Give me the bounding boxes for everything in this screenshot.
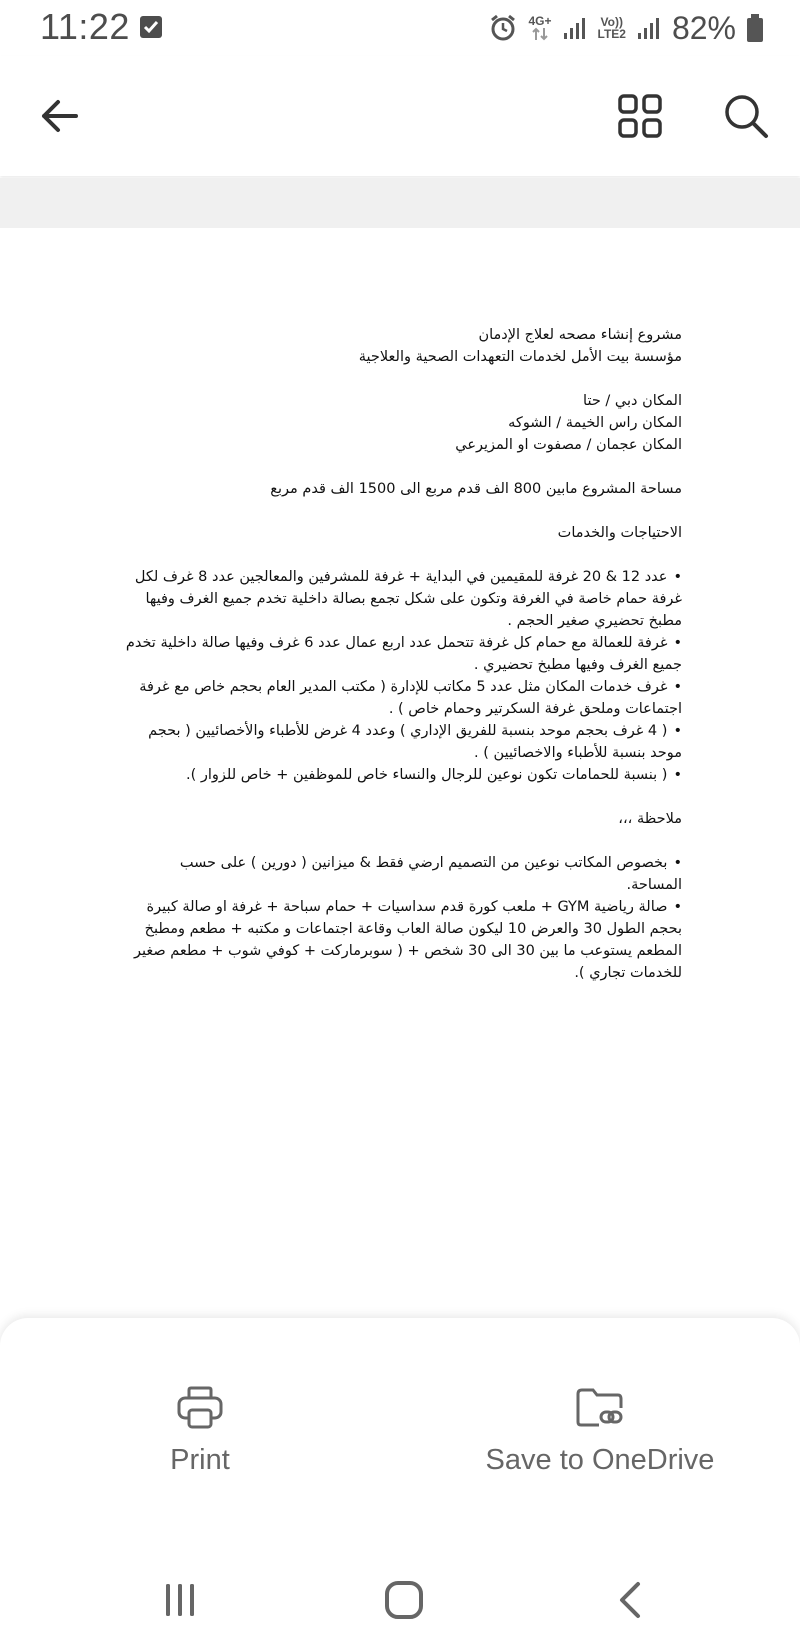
status-bar (0, 0, 800, 56)
lte2-label: LTE2 (597, 27, 626, 41)
bullet: • (673, 569, 682, 585)
network-4g-indicator (528, 15, 551, 41)
doc-title-line-2: مؤسسة بيت الأمل لخدمات التعهدات الصحية والعلاجية (358, 349, 682, 365)
recent-apps-icon (150, 1570, 210, 1630)
list-item (122, 566, 682, 632)
list-item (122, 764, 682, 786)
alarm-icon (488, 13, 518, 43)
list-item (122, 896, 682, 984)
list-item (122, 852, 682, 896)
list-item (122, 676, 682, 720)
print-button[interactable] (150, 1386, 250, 1477)
needs-item-4: ( 4 غرف بحجم موحد بنسبة للفريق الإداري ) وعدد 4 غرض للأطباء والأخصائيين ( بحجم موحد بنسبة للأطباء والاخصائيين ) . (148, 723, 682, 761)
list-item (122, 720, 682, 764)
checkbox-notification-icon (140, 16, 162, 38)
list-item (122, 632, 682, 676)
home-icon (374, 1570, 434, 1630)
print-label: Print (170, 1444, 230, 1476)
document-header-band (0, 178, 800, 228)
doc-location-3: المكان عجمان / مصفوت او المزيرعي (455, 437, 682, 453)
status-time: 11:22 (40, 6, 130, 47)
needs-item-1: عدد 12 & 20 غرفة للمقيمين في البداية + غرفة للمشرفين والمعالجين عدد 8 غرف لكل غرفة حمام خاصة في الغرفة وتكون على شكل تجمع بصالة داخلية تخدم جميع الغرف وفيها مطبخ تحضيري صغير الحجم . (134, 569, 682, 629)
search-icon (720, 90, 772, 142)
doc-needs-heading: الاحتياجات والخدمات (557, 525, 682, 541)
folder-link-icon (575, 1386, 625, 1430)
network-4g-label: 4G+ (528, 14, 552, 28)
app-bar (0, 56, 800, 176)
save-to-onedrive-label: Save to OneDrive (485, 1444, 715, 1476)
needs-item-3: غرف خدمات المكان مثل عدد 5 مكاتب للإدارة ( مكتب المدير العام بحجم خاص مع غرفة اجتماعات وملحق غرفة السكرتير وحمام خاص ) . (139, 679, 682, 717)
search-button[interactable] (720, 90, 772, 142)
doc-location-2: المكان راس الخيمة / الشوكه (508, 415, 682, 431)
document-page (0, 228, 800, 1318)
signal-strength-icon (562, 15, 588, 41)
doc-area: مساحة المشروع مابين 800 الف قدم مربع الى 1500 الف قدم مربع (270, 481, 682, 497)
doc-note-heading: ملاحظة ،،، (618, 811, 682, 827)
note-item-1: بخصوص المكاتب نوعين من التصميم ارضي فقط & ميزانين ( دورين ) على حسب المساحة. (179, 855, 682, 893)
doc-title-line-1: مشروع إنشاء مصحه لعلاج الإدمان (478, 327, 682, 343)
recent-apps-button[interactable] (150, 1570, 210, 1630)
document-content (122, 324, 682, 984)
bullet: • (673, 855, 682, 871)
grid-icon (614, 90, 666, 142)
bullet: • (673, 679, 682, 695)
needs-list (122, 566, 682, 786)
battery-percent: 82% (671, 9, 736, 46)
volte-label: Vo)) (600, 15, 623, 29)
status-indicators (488, 8, 764, 48)
needs-item-2: غرفة للعمالة مع حمام كل غرفة تتحمل عدد اربع عمال عدد 6 غرف وفيها صالة داخلية تخدم جميع الغرف وفيها مطبخ تحضيري . (125, 635, 682, 673)
system-navigation-bar (0, 1560, 800, 1644)
bullet: • (673, 767, 682, 783)
notes-list (122, 852, 682, 984)
arrow-left-icon (36, 92, 84, 140)
nav-back-button[interactable] (600, 1570, 660, 1630)
bullet: • (673, 635, 682, 651)
battery-icon (746, 13, 764, 43)
needs-item-5: ( بنسبة للحمامات تكون نوعين للرجال والنساء خاص للموظفين + خاص للزوار ). (185, 767, 668, 783)
network-lte2-indicator (598, 16, 626, 40)
save-to-onedrive-button[interactable] (470, 1386, 730, 1477)
data-arrows-icon (531, 27, 549, 41)
back-button[interactable] (36, 92, 84, 140)
doc-location-1: المكان دبي / حتا (583, 393, 682, 409)
grid-view-button[interactable] (614, 90, 666, 142)
bullet: • (673, 899, 682, 915)
note-item-2: صالة رياضية GYM + ملعب كورة قدم سداسيات + حمام سباحة + غرفة او صالة كبيرة بحجم الطول 30 والعرض 10 ليكون صالة العاب وقاعة اجتماعات و مكتبه + مطعم ومطبخ المطعم يستوعب ما بين 30 الى 30 شخص + ( سوبرماركت + كوفي شوب + مطعم صغير للخدمات تجاري ). (133, 899, 682, 981)
back-chevron-icon (600, 1570, 660, 1630)
home-button[interactable] (374, 1570, 434, 1630)
bullet: • (673, 723, 682, 739)
signal-strength-2-icon (636, 15, 662, 41)
printer-icon (176, 1386, 224, 1430)
